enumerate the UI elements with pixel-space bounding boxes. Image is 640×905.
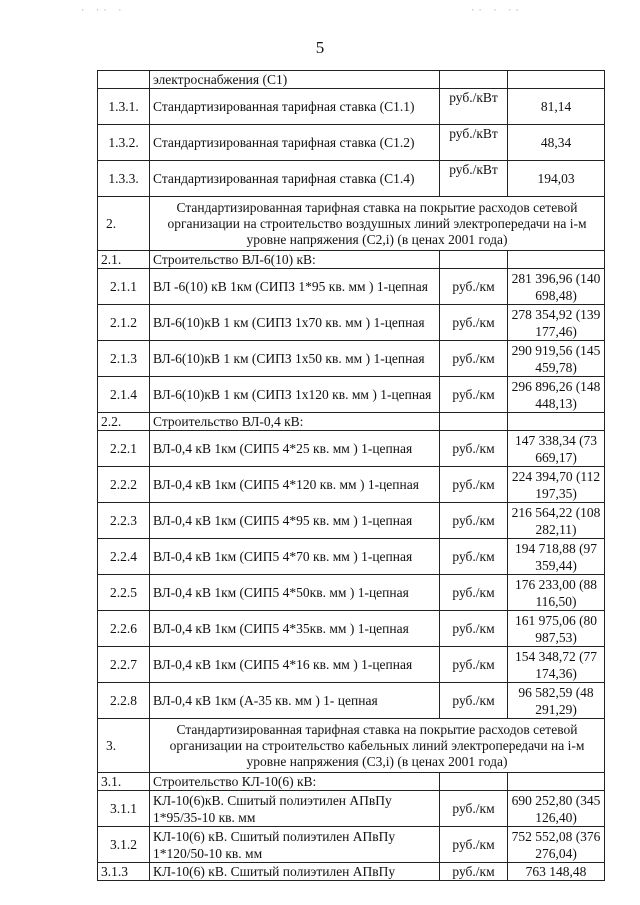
row-name: электроснабжения (С1)	[150, 71, 440, 89]
row-value: 224 394,70 (112 197,35)	[508, 467, 605, 503]
row-unit: руб./км	[440, 539, 508, 575]
row-unit: руб./км	[440, 503, 508, 539]
table-row	[98, 251, 605, 269]
tariff-table	[97, 70, 605, 881]
table-row	[98, 575, 605, 611]
row-number: 2.1.2	[98, 305, 150, 341]
row-name: ВЛ-6(10)кВ 1 км (СИПЗ 1х50 кв. мм ) 1-цепная	[150, 341, 440, 377]
page-number: 5	[315, 38, 325, 57]
table-row	[98, 125, 605, 161]
row-number: 2.2.5	[98, 575, 150, 611]
row-number: 3.	[98, 719, 150, 773]
row-number: 2.1.	[98, 251, 150, 269]
row-name: ВЛ-0,4 кВ 1км (СИП5 4*120 кв. мм ) 1-цепная	[150, 467, 440, 503]
row-number: 2.2.2	[98, 467, 150, 503]
row-number: 2.2.3	[98, 503, 150, 539]
table-row	[98, 305, 605, 341]
row-unit	[440, 413, 508, 431]
row-number: 1.3.1.	[98, 89, 150, 125]
table-row	[98, 827, 605, 863]
row-name: Строительство ВЛ-0,4 кВ:	[150, 413, 440, 431]
row-name: Стандартизированная тарифная ставка (С1.4)	[150, 161, 440, 197]
row-name: ВЛ -6(10) кВ 1км (СИПЗ 1*95 кв. мм ) 1-цепная	[150, 269, 440, 305]
row-value: 281 396,96 (140 698,48)	[508, 269, 605, 305]
row-unit: руб./км	[440, 341, 508, 377]
table-row	[98, 431, 605, 467]
row-name: КЛ-10(6)кВ. Сшитый полиэтилен АПвПу 1*95/35-10 кв. мм	[150, 791, 440, 827]
row-unit	[440, 773, 508, 791]
table-row	[98, 503, 605, 539]
table-row	[98, 467, 605, 503]
row-unit: руб./км	[440, 467, 508, 503]
row-value: 690 252,80 (345 126,40)	[508, 791, 605, 827]
row-value: 176 233,00 (88 116,50)	[508, 575, 605, 611]
row-unit: руб./км	[440, 611, 508, 647]
row-name: Стандартизированная тарифная ставка на покрытие расходов сетевой организации на строительство воздушных линий электропередачи на i-м уровне напряжения (С2,i) (в ценах 2001 года)	[150, 197, 605, 251]
row-value	[508, 413, 605, 431]
row-value: 81,14	[508, 89, 605, 125]
row-name: ВЛ-0,4 кВ 1км (СИП5 4*16 кв. мм ) 1-цепная	[150, 647, 440, 683]
row-unit: руб./км	[440, 827, 508, 863]
row-number: 3.1.	[98, 773, 150, 791]
table-row	[98, 197, 605, 251]
row-name: ВЛ-6(10)кВ 1 км (СИПЗ 1х120 кв. мм ) 1-цепная	[150, 377, 440, 413]
row-value: 96 582,59 (48 291,29)	[508, 683, 605, 719]
table-row	[98, 773, 605, 791]
table-row	[98, 89, 605, 125]
row-number: 2.1.3	[98, 341, 150, 377]
row-unit: руб./кВт	[440, 89, 508, 125]
row-name: Строительство КЛ-10(6) кВ:	[150, 773, 440, 791]
row-number: 2.2.4	[98, 539, 150, 575]
scan-noise-right: ·· · ··	[470, 6, 522, 16]
row-name: ВЛ-0,4 кВ 1км (СИП5 4*25 кв. мм ) 1-цепная	[150, 431, 440, 467]
row-name: Стандартизированная тарифная ставка на покрытие расходов сетевой организации на строительство кабельных линий электропередачи на i-м уровне напряжения (С3,i) (в ценах 2001 года)	[150, 719, 605, 773]
row-number: 1.3.3.	[98, 161, 150, 197]
table-row	[98, 791, 605, 827]
row-unit: руб./км	[440, 575, 508, 611]
row-name: ВЛ-6(10)кВ 1 км (СИПЗ 1х70 кв. мм ) 1-цепная	[150, 305, 440, 341]
row-unit	[440, 71, 508, 89]
row-name: Стандартизированная тарифная ставка (С1.2)	[150, 125, 440, 161]
row-value: 216 564,22 (108 282,11)	[508, 503, 605, 539]
row-unit: руб./км	[440, 377, 508, 413]
scan-noise-left: · ·· ·	[80, 6, 125, 16]
row-number: 2.1.4	[98, 377, 150, 413]
row-value	[508, 71, 605, 89]
table-row	[98, 413, 605, 431]
row-number: 2.2.6	[98, 611, 150, 647]
row-unit: руб./км	[440, 305, 508, 341]
row-value: 763 148,48	[508, 863, 605, 881]
row-value: 296 896,26 (148 448,13)	[508, 377, 605, 413]
row-name: ВЛ-0,4 кВ 1км (СИП5 4*95 кв. мм ) 1-цепная	[150, 503, 440, 539]
row-name: ВЛ-0,4 кВ 1км (СИП5 4*70 кв. мм ) 1-цепная	[150, 539, 440, 575]
table-row	[98, 611, 605, 647]
row-unit: руб./км	[440, 863, 508, 881]
row-value	[508, 251, 605, 269]
row-unit: руб./км	[440, 431, 508, 467]
table-row	[98, 719, 605, 773]
table-row	[98, 161, 605, 197]
table-row	[98, 647, 605, 683]
row-unit: руб./км	[440, 683, 508, 719]
row-value: 147 338,34 (73 669,17)	[508, 431, 605, 467]
row-number: 3.1.2	[98, 827, 150, 863]
row-unit: руб./км	[440, 269, 508, 305]
row-value: 154 348,72 (77 174,36)	[508, 647, 605, 683]
row-value: 161 975,06 (80 987,53)	[508, 611, 605, 647]
row-number: 2.1.1	[98, 269, 150, 305]
row-unit: руб./км	[440, 647, 508, 683]
row-number: 2.2.7	[98, 647, 150, 683]
row-name: КЛ-10(6) кВ. Сшитый полиэтилен АПвПу 1*120/50-10 кв. мм	[150, 827, 440, 863]
table-row	[98, 341, 605, 377]
row-number: 1.3.2.	[98, 125, 150, 161]
table-row	[98, 377, 605, 413]
row-unit: руб./км	[440, 791, 508, 827]
row-number: 2.2.	[98, 413, 150, 431]
row-unit: руб./кВт	[440, 125, 508, 161]
row-value: 194 718,88 (97 359,44)	[508, 539, 605, 575]
row-number: 2.	[98, 197, 150, 251]
row-unit	[440, 251, 508, 269]
table-row	[98, 683, 605, 719]
row-value	[508, 773, 605, 791]
table-row	[98, 863, 605, 881]
row-value: 752 552,08 (376 276,04)	[508, 827, 605, 863]
row-unit: руб./кВт	[440, 161, 508, 197]
row-name: ВЛ-0,4 кВ 1км (СИП5 4*50кв. мм ) 1-цепная	[150, 575, 440, 611]
row-number: 3.1.3	[98, 863, 150, 881]
row-number: 3.1.1	[98, 791, 150, 827]
row-value: 194,03	[508, 161, 605, 197]
row-name: Стандартизированная тарифная ставка (С1.1)	[150, 89, 440, 125]
row-number: 2.2.8	[98, 683, 150, 719]
row-number: 2.2.1	[98, 431, 150, 467]
table-row	[98, 539, 605, 575]
row-name: ВЛ-0,4 кВ 1км (А-35 кв. мм ) 1- цепная	[150, 683, 440, 719]
row-name: Строительство ВЛ-6(10) кВ:	[150, 251, 440, 269]
row-name: ВЛ-0,4 кВ 1км (СИП5 4*35кв. мм ) 1-цепная	[150, 611, 440, 647]
row-value: 290 919,56 (145 459,78)	[508, 341, 605, 377]
row-name: КЛ-10(6) кВ. Сшитый полиэтилен АПвПу	[150, 863, 440, 881]
row-value: 48,34	[508, 125, 605, 161]
table-row	[98, 269, 605, 305]
table-row	[98, 71, 605, 89]
row-value: 278 354,92 (139 177,46)	[508, 305, 605, 341]
row-number	[98, 71, 150, 89]
